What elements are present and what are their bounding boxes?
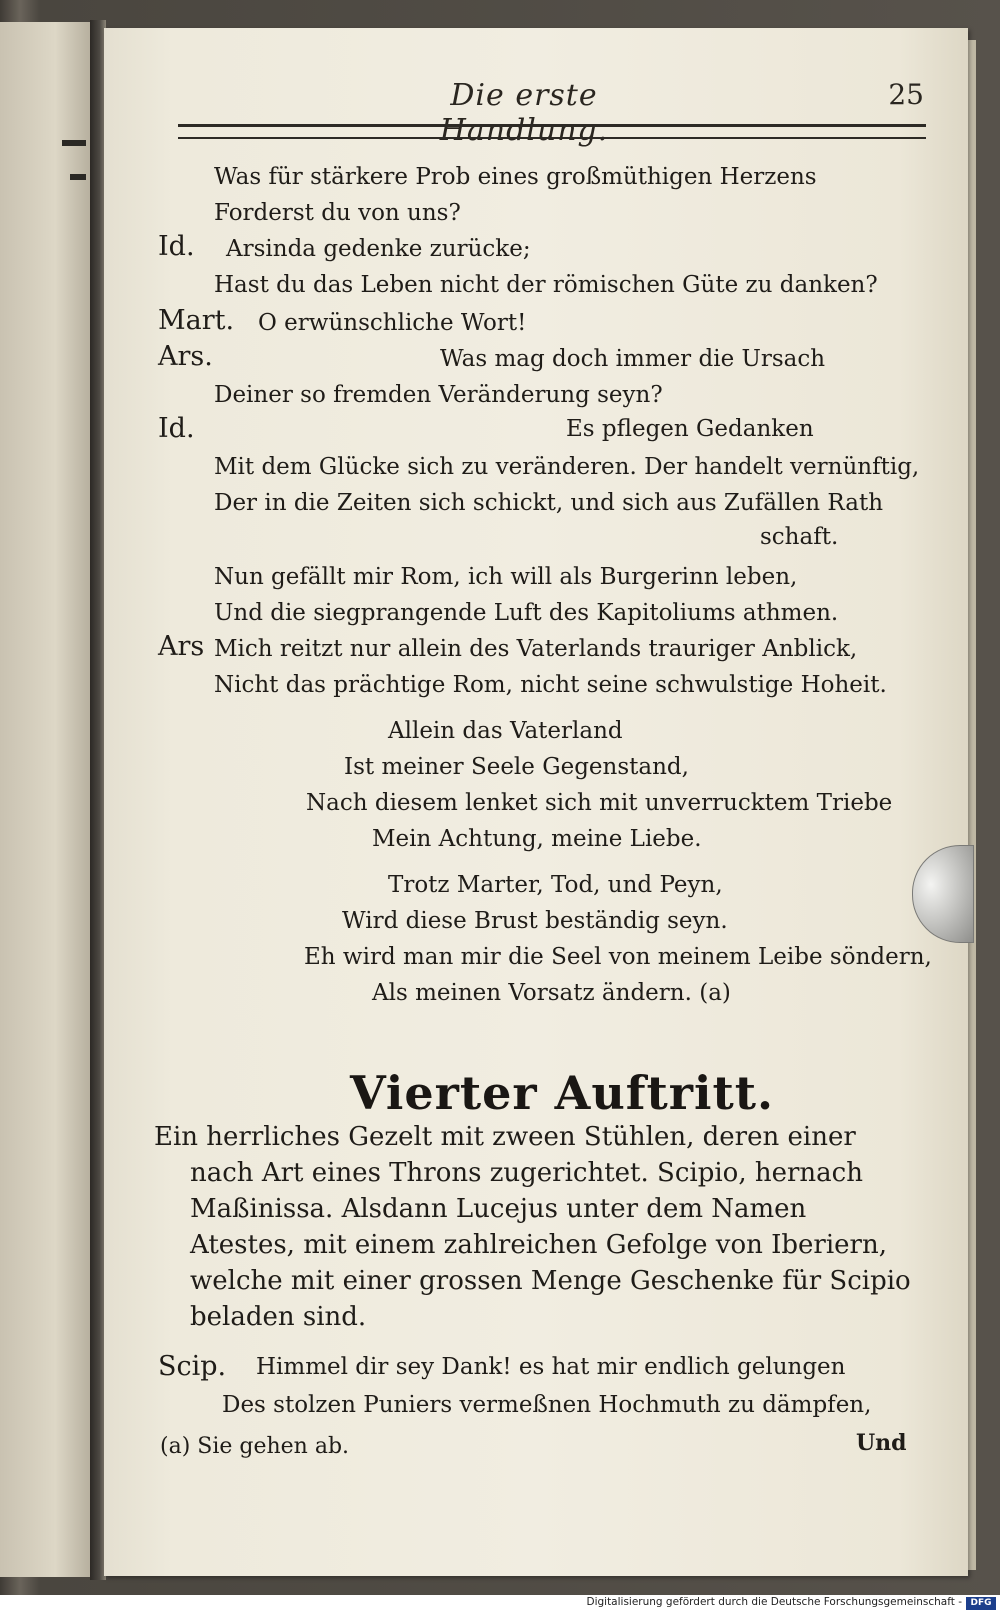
footnote: (a) Sie gehen ab. bbox=[160, 1434, 350, 1459]
aria-line: Wird diese Brust beständig seyn. bbox=[342, 908, 728, 934]
aria-line: Nach diesem lenket sich mit unverrucktem Triebe bbox=[306, 790, 893, 816]
verse-line-continuation: schaft. bbox=[760, 524, 839, 550]
verse-line: Deiner so fremden Veränderung seyn? bbox=[214, 382, 663, 408]
left-page-edge bbox=[0, 22, 92, 1577]
speaker-label: Scip. bbox=[158, 1351, 227, 1382]
verse-line: Himmel dir sey Dank! es hat mir endlich gelungen bbox=[256, 1354, 846, 1380]
credit-bar bbox=[0, 1595, 1000, 1612]
speaker-label: Id. bbox=[158, 413, 195, 444]
page-number: 25 bbox=[888, 78, 924, 111]
verse-line: Mich reitzt nur allein des Vaterlands trauriger Anblick, bbox=[214, 636, 858, 662]
aria-line: Mein Achtung, meine Liebe. bbox=[372, 826, 702, 852]
stage-direction-line: Atestes, mit einem zahlreichen Gefolge von Iberiern, bbox=[190, 1230, 887, 1260]
verse-line: Forderst du von uns? bbox=[214, 200, 461, 226]
speaker-label: Mart. bbox=[158, 305, 235, 336]
aria-line: Eh wird man mir die Seel von meinem Leibe söndern, bbox=[304, 944, 932, 970]
running-title: Die erste Handlung. bbox=[439, 78, 609, 148]
left-page-text-fragment bbox=[62, 140, 86, 146]
verse-line: Was für stärkere Prob eines großmüthigen Herzens bbox=[214, 164, 817, 190]
verse-line: Der in die Zeiten sich schickt, und sich aus Zufällen Rath bbox=[214, 490, 884, 516]
verse-line: Was mag doch immer die Ursach bbox=[440, 346, 826, 372]
stage-direction-line: Maßinissa. Alsdann Lucejus unter dem Namen bbox=[190, 1194, 807, 1224]
verse-line: Arsinda gedenke zurücke; bbox=[226, 236, 531, 262]
credit-text: Digitalisierung gefördert durch die Deutsche Forschungsgemeinschaft - bbox=[586, 1596, 962, 1608]
verse-line: Es pflegen Gedanken bbox=[566, 416, 814, 442]
aria-line: Trotz Marter, Tod, und Peyn, bbox=[388, 872, 723, 898]
page-header bbox=[104, 78, 940, 148]
verse-line: Des stolzen Puniers vermeßnen Hochmuth zu dämpfen, bbox=[222, 1392, 872, 1418]
verse-line: Mit dem Glücke sich zu veränderen. Der handelt vernünftig, bbox=[214, 454, 920, 480]
dfg-logo-icon: DFG bbox=[966, 1597, 996, 1610]
verse-line: Nun gefällt mir Rom, ich will als Burgerinn leben, bbox=[214, 564, 798, 590]
aria-line: Als meinen Vorsatz ändern. (a) bbox=[372, 980, 731, 1006]
scene-heading: Vierter Auftritt. bbox=[350, 1066, 775, 1120]
verse-line: Hast du das Leben nicht der römischen Güte zu danken? bbox=[214, 272, 878, 298]
left-page-text-fragment bbox=[70, 174, 86, 180]
verse-line: O erwünschliche Wort! bbox=[258, 310, 527, 336]
stage-direction-line: nach Art eines Throns zugerichtet. Scipio, hernach bbox=[190, 1158, 863, 1188]
verse-line: Und die siegprangende Luft des Kapitoliums athmen. bbox=[214, 600, 839, 626]
catchword: Und bbox=[856, 1430, 907, 1456]
speaker-label: Ars. bbox=[158, 341, 213, 372]
stage-direction-line: Ein herrliches Gezelt mit zween Stühlen, deren einer bbox=[154, 1122, 856, 1152]
header-rule bbox=[178, 124, 926, 139]
aria-line: Ist meiner Seele Gegenstand, bbox=[344, 754, 689, 780]
aria-line: Allein das Vaterland bbox=[388, 718, 623, 744]
speaker-label: Ars bbox=[158, 631, 205, 662]
speaker-label: Id. bbox=[158, 231, 195, 262]
stage-direction-line: beladen sind. bbox=[190, 1302, 367, 1332]
stage-direction-line: welche mit einer grossen Menge Geschenke für Scipio bbox=[190, 1266, 911, 1296]
verse-line: Nicht das prächtige Rom, nicht seine schwulstige Hoheit. bbox=[214, 672, 887, 698]
